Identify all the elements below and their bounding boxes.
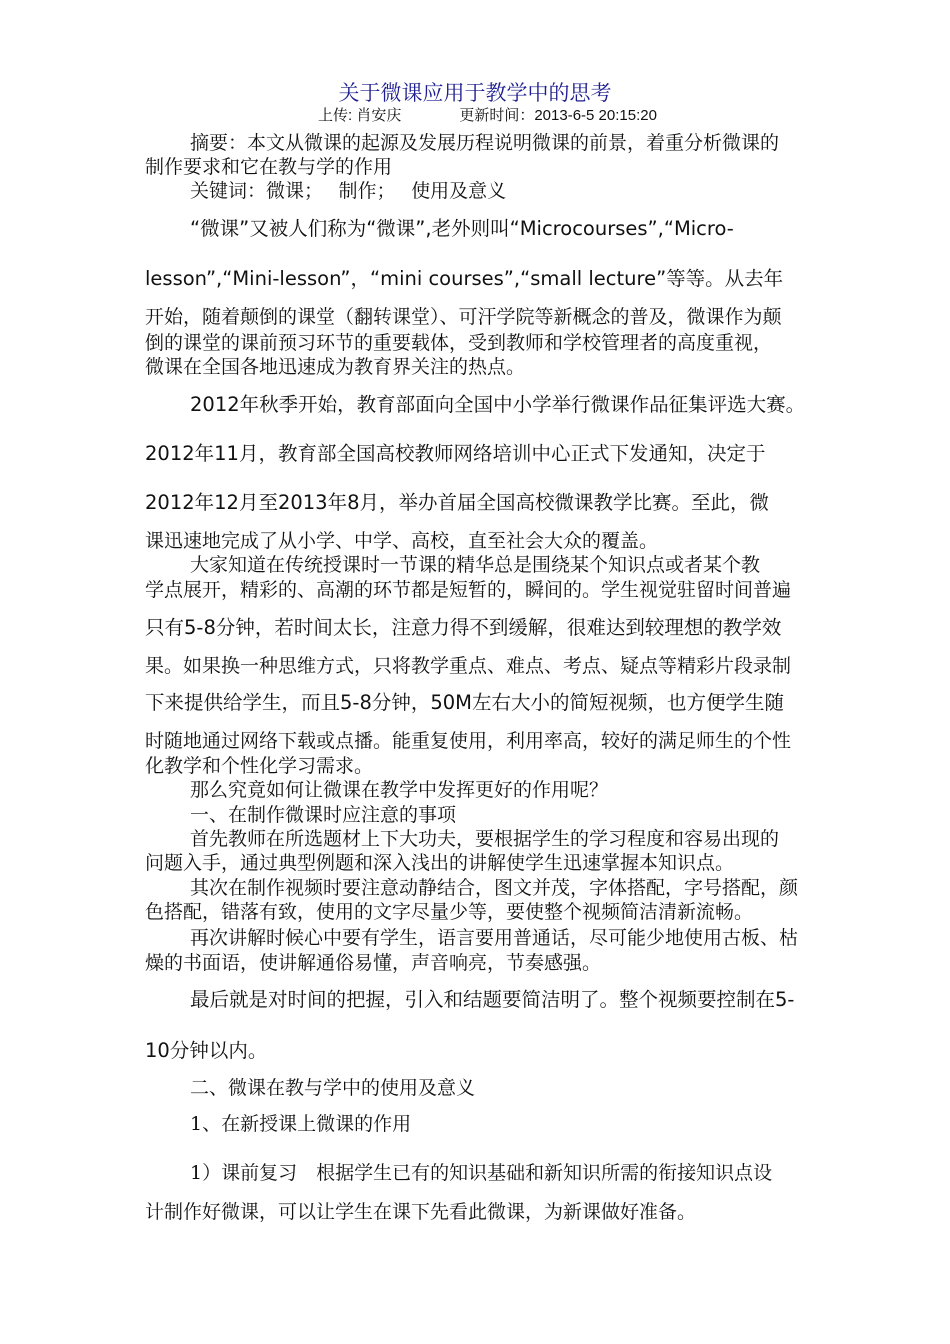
keywords-line: 关键词：微课； 制作； 使用及意义	[190, 180, 507, 202]
uploader-text: 上传: 肖安庆	[318, 107, 402, 124]
body-line: 开始，随着颠倒的课堂（翻转课堂）、可汗学院等新概念的普及，微课作为颠	[145, 306, 782, 328]
body-line: 2012年11月，教育部全国高校教师网络培训中心正式下发通知，决定于	[145, 442, 766, 465]
body-line: 课迅速地完成了从小学、中学、高校，直至社会大众的覆盖。	[145, 530, 659, 552]
body-line: 最后就是对时间的把握，引入和结题要简洁明了。整个视频要控制在5-	[190, 988, 795, 1011]
body-line: 问题入手，通过典型例题和深入浅出的讲解使学生迅速掌握本知识点。	[145, 852, 735, 874]
body-line: 2012年12月至2013年8月，举办首届全国高校微课教学比赛。至此，微	[145, 491, 769, 514]
body-line: 其次在制作视频时要注意动静结合，图文并茂，字体搭配，字号搭配，颜	[190, 877, 799, 899]
body-line: 计制作好微课，可以让学生在课下先看此微课，为新课做好准备。	[145, 1201, 697, 1223]
body-line: 1）课前复习 根据学生已有的知识基础和新知识所需的衔接知识点设	[190, 1162, 773, 1184]
body-line: 化教学和个性化学习需求。	[145, 755, 374, 777]
abstract-line-2: 制作要求和它在教与学的作用	[145, 156, 393, 178]
body-line: 2012年秋季开始，教育部面向全国中小学举行微课作品征集评选大赛。	[190, 393, 806, 416]
body-line: 下来提供给学生，而且5-8分钟，50M左右大小的简短视频，也方便学生随	[145, 691, 784, 714]
body-line: 大家知道在传统授课时一节课的精华总是围绕某个知识点或者某个教	[190, 554, 761, 576]
document-title: 关于微课应用于教学中的思考	[338, 81, 612, 105]
abstract-line-1: 摘要：本文从微课的起源及发展历程说明微课的前景，着重分析微课的	[190, 132, 780, 154]
body-line: 微课在全国各地迅速成为教育界关注的热点。	[145, 356, 526, 378]
body-line: 再次讲解时候心中要有学生，语言要用普通话，尽可能少地使用古板、枯	[190, 927, 799, 949]
body-line: 10分钟以内。	[145, 1039, 268, 1062]
body-line: 色搭配，错落有致，使用的文字尽量少等，要使整个视频简洁清新流畅。	[145, 901, 754, 923]
body-line: 学点展开，精彩的、高潮的环节都是短暂的，瞬间的。学生视觉驻留时间普遍	[145, 579, 792, 601]
subsection-heading: 1、在新授课上微课的作用	[190, 1113, 412, 1135]
section-heading-1: 一、在制作微课时应注意的事项	[190, 804, 457, 826]
body-line: 首先教师在所选题材上下大功夫，要根据学生的学习程度和容易出现的	[190, 828, 780, 850]
body-line: 时随地通过网络下载或点播。能重复使用，利用率高，较好的满足师生的个性	[145, 730, 792, 752]
body-line: 只有5-8分钟，若时间太长，注意力得不到缓解，很难达到较理想的教学效	[145, 616, 782, 639]
updated-time-text: 更新时间：2013-6-5 20:15:20	[459, 107, 657, 124]
body-line: 那么究竟如何让微课在教学中发挥更好的作用呢？	[190, 779, 609, 801]
body-line: 果。如果换一种思维方式，只将教学重点、难点、考点、疑点等精彩片段录制	[145, 655, 792, 677]
section-heading-2: 二、微课在教与学中的使用及意义	[190, 1077, 476, 1099]
body-line: 燥的书面语，使讲解通俗易懂，声音响亮，节奏感强。	[145, 952, 602, 974]
document-meta	[318, 107, 657, 125]
body-line: “微课”又被人们称为“微课”,老外则叫“Microcourses”,“Micro-	[190, 217, 734, 240]
body-line: lesson”,“Mini-lesson”，“mini courses”,“small lecture”等等。从去年	[145, 267, 784, 290]
body-line: 倒的课堂的课前预习环节的重要载体，受到教师和学校管理者的高度重视，	[145, 332, 773, 354]
